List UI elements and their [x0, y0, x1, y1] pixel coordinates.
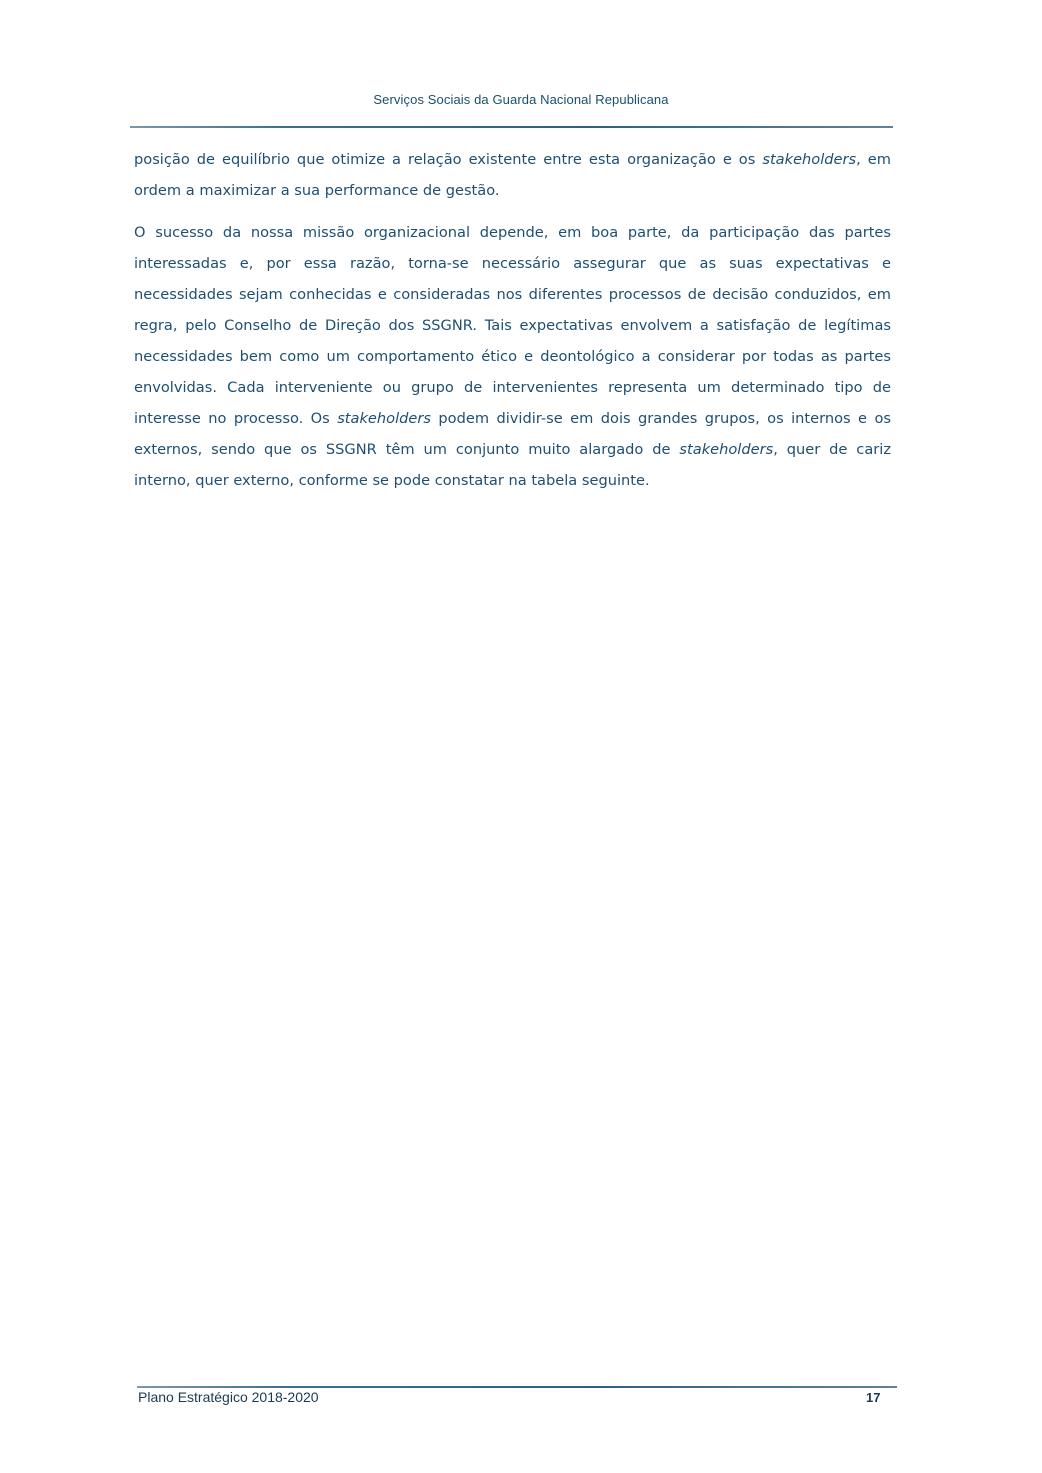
- header-divider: [130, 126, 893, 128]
- footer-document-title: Plano Estratégico 2018-2020: [138, 1389, 319, 1405]
- page-header-title: Serviços Sociais da Guarda Nacional Republicana: [373, 92, 669, 107]
- document-body: [134, 144, 891, 507]
- paragraph-1: posição de equilíbrio que otimize a relação existente entre esta organização e os stakeholders, em ordem a maximizar a sua performance de gestão.: [134, 151, 891, 199]
- page-number: 17: [866, 1390, 881, 1405]
- footer-divider: [137, 1386, 897, 1388]
- paragraph-2: O sucesso da nossa missão organizacional depende, em boa parte, da participação das partes interessadas e, por essa razão, torna-se necessário assegurar que as suas expectativas e necessidades sejam conhecidas e consideradas nos diferentes processos de decisão conduzidos, em regra, pelo Conselho de Direção dos SSGNR. Tais expectativas envolvem a satisfação de legítimas necessidades bem como um comportamento ético e deontológico a considerar por todas as partes envolvidas. Cada interveniente ou grupo de intervenientes representa um determinado tipo de interesse no processo. Os stakeholders podem dividir-se em dois grandes grupos, os internos e os externos, sendo que os SSGNR têm um conjunto muito alargado de stakeholders, quer de cariz interno, quer externo, conforme se pode constatar na tabela seguinte.: [134, 224, 891, 489]
